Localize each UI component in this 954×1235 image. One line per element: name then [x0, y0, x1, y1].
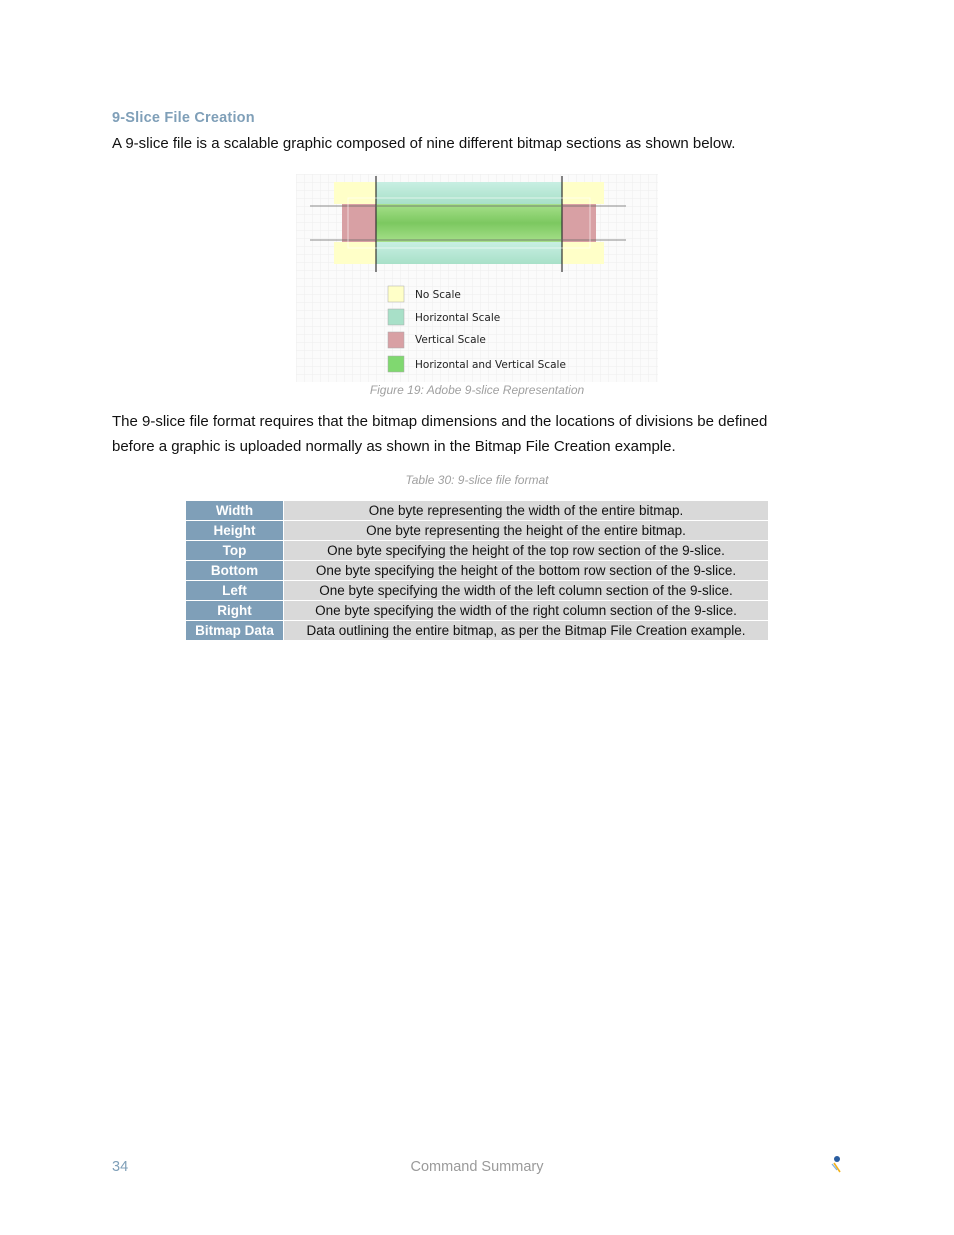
footer-title: Command Summary [410, 1159, 544, 1175]
legend-label-2: Vertical Scale [415, 334, 486, 346]
table-caption: Table 30: 9-slice file format [405, 473, 549, 487]
table-key: Height [186, 521, 284, 541]
table-row [186, 541, 769, 561]
table-row [186, 601, 769, 621]
table-key: Top [186, 541, 284, 561]
table-row [186, 521, 769, 541]
corner-top-right [562, 182, 604, 204]
table-key: Left [186, 581, 284, 601]
corner-bottom-right [562, 242, 604, 264]
nine-slice-figure [296, 174, 658, 382]
table-value: One byte specifying the height of the bottom row section of the 9-slice. [284, 561, 769, 581]
body-paragraph-line2: before a graphic is uploaded normally as shown in the Bitmap File Creation example. [112, 438, 676, 455]
section-heading: 9-Slice File Creation [112, 110, 255, 126]
body-paragraph-line1: The 9-slice file format requires that the bitmap dimensions and the locations of divisions be defined [112, 413, 768, 430]
table-row [186, 561, 769, 581]
intro-paragraph: A 9-slice file is a scalable graphic composed of nine different bitmap sections as shown below. [112, 135, 736, 152]
edge-bottom [376, 242, 562, 264]
legend-swatch-0 [388, 286, 404, 302]
company-logo-icon [828, 1155, 844, 1173]
table-key: Right [186, 601, 284, 621]
table-value: One byte representing the width of the entire bitmap. [284, 501, 769, 521]
corner-bottom-left [334, 242, 376, 264]
edge-left [342, 204, 376, 242]
edge-right [562, 204, 596, 242]
table-value: One byte specifying the width of the left column section of the 9-slice. [284, 581, 769, 601]
nine-slice-format-table [185, 500, 769, 641]
body-paragraph [112, 409, 852, 459]
table-key: Bitmap Data [186, 621, 284, 641]
table-row [186, 621, 769, 641]
table-row [186, 581, 769, 601]
figure-caption: Figure 19: Adobe 9-slice Representation [369, 383, 585, 397]
table-value: One byte specifying the height of the top row section of the 9-slice. [284, 541, 769, 561]
table-row [186, 501, 769, 521]
center-section [376, 204, 562, 242]
legend-swatch-2 [388, 332, 404, 348]
footer-page-number: 34 [112, 1159, 129, 1175]
corner-top-left [334, 182, 376, 204]
table-value: One byte specifying the width of the right column section of the 9-slice. [284, 601, 769, 621]
legend-label-1: Horizontal Scale [415, 312, 501, 324]
legend-label-3: Horizontal and Vertical Scale [415, 359, 566, 371]
legend-swatch-1 [388, 309, 404, 325]
table-key: Width [186, 501, 284, 521]
table-value: One byte representing the height of the entire bitmap. [284, 521, 769, 541]
legend-label-0: No Scale [415, 289, 461, 301]
table-value: Data outlining the entire bitmap, as per the Bitmap File Creation example. [284, 621, 769, 641]
edge-top [376, 182, 562, 204]
legend-swatch-3 [388, 356, 404, 372]
nine-slice-diagram [296, 174, 658, 382]
table-key: Bottom [186, 561, 284, 581]
